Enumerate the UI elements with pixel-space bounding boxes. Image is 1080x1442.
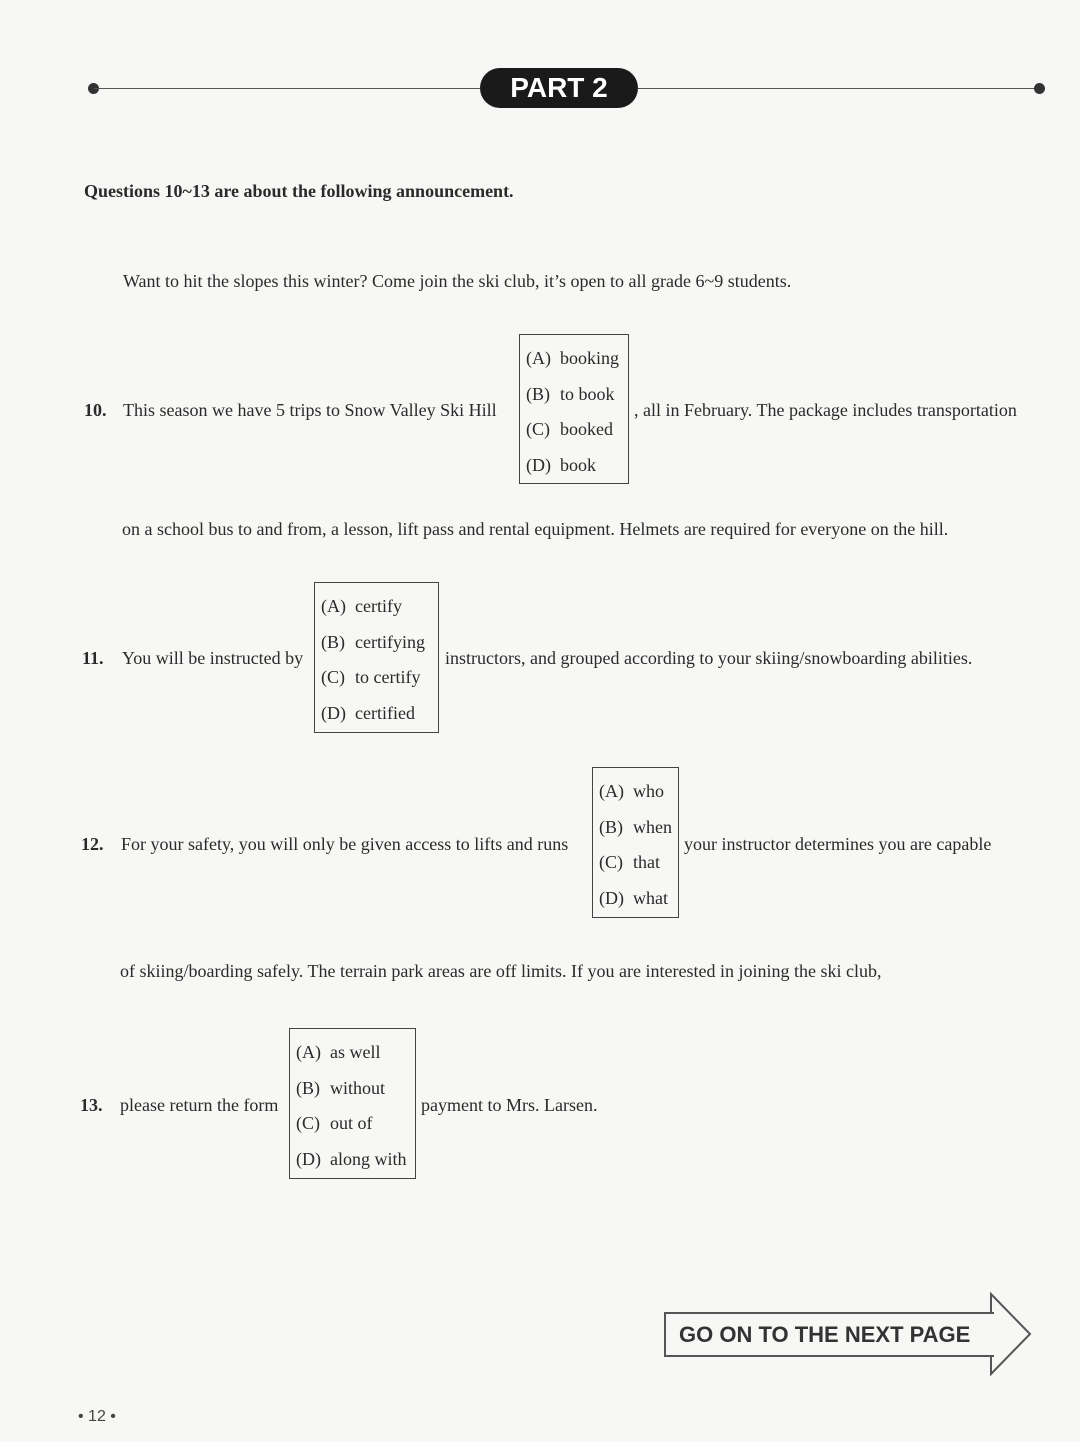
option-a[interactable]: (A) certify xyxy=(321,596,402,616)
question-13-after: payment to Mrs. Larsen. xyxy=(421,1095,598,1115)
question-13-before: please return the form xyxy=(120,1095,279,1115)
question-10-options xyxy=(519,334,629,484)
option-c[interactable]: (C) out of xyxy=(296,1113,373,1133)
question-10-after: , all in February. The package includes transportation xyxy=(634,400,1017,420)
question-10-number: 10. xyxy=(84,400,107,420)
page-number: • 12 • xyxy=(78,1408,116,1425)
question-12-after: your instructor determines you are capable xyxy=(684,834,992,854)
instructions: Questions 10~13 are about the following announcement. xyxy=(84,181,514,201)
option-d[interactable]: (D) along with xyxy=(296,1148,407,1169)
option-d[interactable]: (D) what xyxy=(599,887,668,908)
header-rule-left xyxy=(94,88,480,89)
option-a[interactable]: (A) who xyxy=(599,781,664,801)
option-b[interactable]: (B) to book xyxy=(526,383,615,404)
part-label: PART 2 xyxy=(480,68,638,108)
question-10-continuation: on a school bus to and from, a lesson, lift pass and rental equipment. Helmets are required for everyone on the hill. xyxy=(122,519,949,539)
option-a[interactable]: (A) booking xyxy=(526,348,620,368)
question-11-after: instructors, and grouped according to your skiing/snowboarding abilities. xyxy=(445,648,973,668)
question-10-before: This season we have 5 trips to Snow Valley Ski Hill xyxy=(123,400,497,420)
next-page-button[interactable]: GO ON TO THE NEXT PAGE xyxy=(664,1312,994,1357)
option-b[interactable]: (B) without xyxy=(296,1077,386,1098)
option-c[interactable]: (C) that xyxy=(599,852,660,872)
option-c[interactable]: (C) to certify xyxy=(321,667,421,687)
question-11-number: 11. xyxy=(82,648,104,668)
option-d[interactable]: (D) certified xyxy=(321,702,415,723)
intro-text: Want to hit the slopes this winter? Come join the ski club, it’s open to all grade 6~9 students. xyxy=(123,271,792,291)
question-12-continuation: of skiing/boarding safely. The terrain park areas are off limits. If you are interested in joining the ski club, xyxy=(120,961,882,981)
question-11-options xyxy=(314,582,439,733)
option-c[interactable]: (C) booked xyxy=(526,419,613,439)
question-12-options xyxy=(592,767,679,918)
question-11-before: You will be instructed by xyxy=(122,648,304,668)
question-13-options xyxy=(289,1028,416,1179)
option-a[interactable]: (A) as well xyxy=(296,1042,381,1062)
arrow-right-icon xyxy=(986,1292,1034,1376)
header-dot-right xyxy=(1034,83,1045,94)
option-b[interactable]: (B) when xyxy=(599,816,672,837)
option-d[interactable]: (D) book xyxy=(526,454,596,475)
header-rule-right xyxy=(638,88,1038,89)
question-12-before: For your safety, you will only be given access to lifts and runs xyxy=(121,834,569,854)
question-13-number: 13. xyxy=(80,1095,103,1115)
question-12-number: 12. xyxy=(81,834,104,854)
option-b[interactable]: (B) certifying xyxy=(321,631,425,652)
